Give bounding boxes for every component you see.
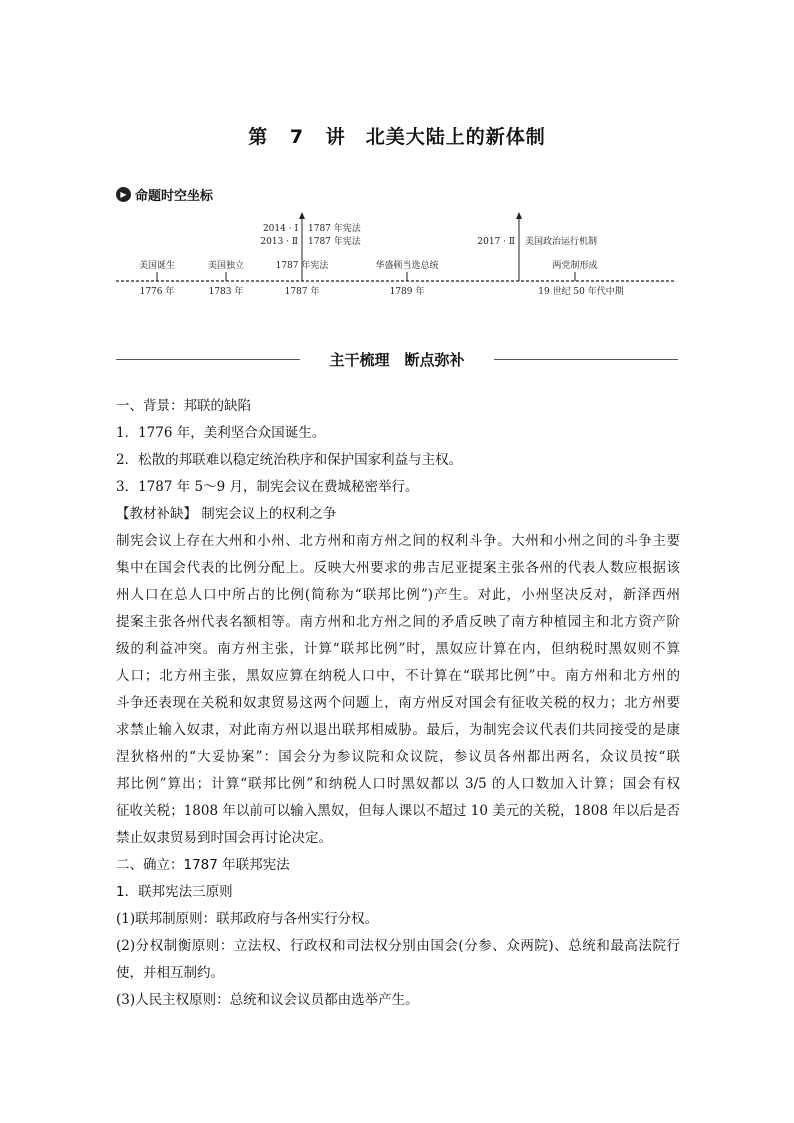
supplement-heading: 【教材补缺】 制宪会议上的权利之争	[116, 506, 337, 522]
list-item: (3)人民主权原则：总统和议会议员都由选举产生。	[116, 992, 419, 1008]
timeline	[116, 212, 680, 302]
list-item: 2．松散的邦联难以稳定统治秩序和保护国家利益与主权。	[116, 452, 463, 468]
paragraph-line: 斗争还表现在关税和奴隶贸易这两个问题上，南方州反对国会有征收关税的权力；北方州要	[116, 695, 680, 711]
exam-ref-topic: 1787 年宪法	[308, 224, 361, 234]
heading-background: 一、背景：邦联的缺陷	[116, 398, 251, 414]
paragraph-line: 集中在国会代表的比例分配上。反映大州要求的弗吉尼亚提案主张各州的代表人数应根据该	[116, 560, 680, 576]
section-heading: 主干梳理 断点弥补	[329, 351, 465, 369]
timeline-arrowhead-2017	[516, 212, 522, 219]
paragraph-line: 征收关税；1808 年以前可以输入黑奴，但每人课以不超过 10 美元的关税，1808 年以后是否	[116, 803, 680, 819]
play-icon: ▶	[116, 187, 131, 202]
list-item: 3．1787 年 5～9 月，制宪会议在费城秘密举行。	[116, 479, 419, 495]
exam-ref-year: 2014 · Ⅰ	[262, 224, 298, 234]
list-item: 1．1776 年，美利坚合众国诞生。	[116, 425, 326, 441]
paragraph-line: 求禁止输入奴隶，对此南方州以退出联邦相威胁。最后，为制宪会议代表们共同接受的是康	[116, 722, 680, 738]
timeline-event-label: 两党制形成	[552, 261, 598, 271]
exam-ref-topic: 美国政治运行机制	[525, 237, 598, 247]
timeline-event-date: 1789 年	[389, 287, 425, 297]
paragraph-line: 邦比例”算出；计算“联邦比例”和纳税人口时黑奴都以 3/5 的人口数加入计算；国会有权	[116, 776, 680, 792]
heading-establishment: 二、确立：1787 年联邦宪法	[116, 857, 290, 873]
list-item: (2)分权制衡原则：立法权、行政权和司法权分别由国会(分参、众两院)、总统和最高法院行	[116, 938, 680, 954]
paragraph-line: 禁止奴隶贸易到时国会再讨论决定。	[116, 830, 332, 846]
paragraph-line: 州人口在总人口中所占的比例(简称为“联邦比例”)产生。对此，小州坚决反对，新泽西州	[116, 587, 680, 603]
exam-ref-year: 2017 · Ⅱ	[477, 237, 515, 247]
paragraph-line: 涅狄格州的“大妥协案”：国会分为参议院和众议院，参议员各州都出两名，众议员按“联	[116, 749, 680, 765]
paragraph-line: 人口；北方州主张，黑奴应算在纳税人口中，不计算在“联邦比例”中。南方州和北方州的	[116, 668, 680, 684]
paragraph-line: 制宪会议上存在大州和小州、北方州和南方州之间的权利斗争。大州和小州之间的斗争主要	[116, 533, 680, 549]
divider-right	[494, 359, 678, 360]
section-tag	[116, 185, 213, 204]
timeline-event-date: 1783 年	[208, 287, 244, 297]
subheading-principles: 1．联邦宪法三原则	[116, 884, 233, 900]
timeline-event-date: 1787 年	[284, 287, 320, 297]
timeline-event-date: 19 世纪 50 年代中期	[538, 287, 624, 297]
list-item: (1)联邦制原则：联邦政府与各州实行分权。	[116, 911, 379, 927]
section-tag-label: 命题时空坐标	[135, 189, 214, 204]
timeline-event-date: 1776 年	[139, 287, 175, 297]
timeline-arrowhead-1787	[299, 212, 305, 219]
exam-ref-year: 2013 · Ⅱ	[260, 237, 298, 247]
list-item-continuation: 使，并相互制约。	[116, 965, 224, 981]
timeline-event-label: 美国诞生	[138, 261, 176, 271]
paragraph-line: 级的利益冲突。南方州主张，计算“联邦比例”时，黑奴应计算在内，但纳税时黑奴则不算	[116, 641, 680, 657]
exam-ref-topic: 1787 年宪法	[308, 237, 361, 247]
timeline-event-label: 美国独立	[207, 261, 245, 271]
paragraph-line: 提案主张各州代表名额相等。南方州和北方州之间的矛盾反映了南方种植园主和北方资产阶	[116, 614, 680, 630]
page-title: 第 7 讲 北美大陆上的新体制	[248, 126, 546, 148]
timeline-event-label: 华盛顿当选总统	[375, 261, 439, 271]
timeline-event-label: 1787 年宪法	[275, 261, 329, 271]
